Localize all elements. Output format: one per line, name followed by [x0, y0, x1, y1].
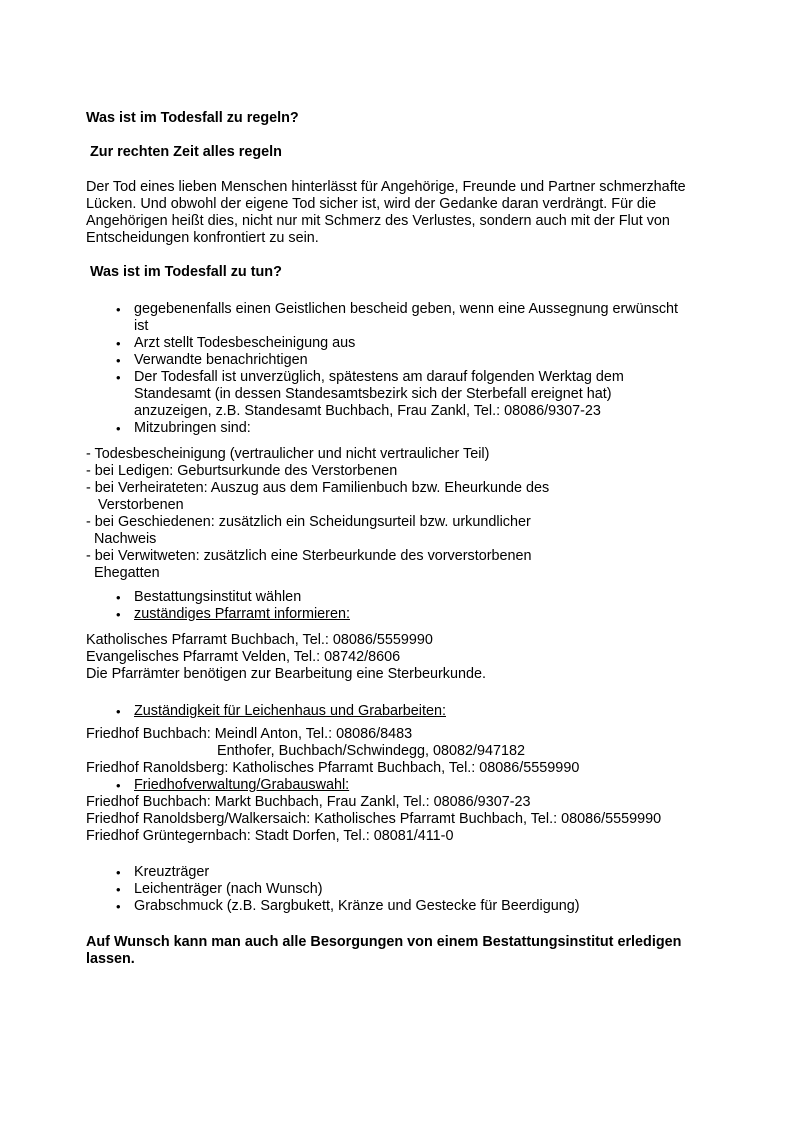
- subtitle: Zur rechten Zeit alles regeln: [90, 144, 282, 160]
- list-item: Arzt stellt Todesbescheinigung aus: [134, 335, 356, 351]
- list-item: gegebenenfalls einen Geistlichen bescheid geben, wenn eine Aussegnung erwünscht: [134, 301, 679, 317]
- bullet-icon: •: [116, 704, 121, 719]
- document-item: - bei Verheirateten: Auszug aus dem Familienbuch bzw. Eheurkunde des: [86, 480, 550, 496]
- list-item: Grabschmuck (z.B. Sargbukett, Kränze und Gestecke für Beerdigung): [134, 898, 580, 914]
- bullet-icon: •: [116, 302, 121, 317]
- list-item: Mitzubringen sind:: [134, 420, 251, 436]
- bullet-icon: •: [116, 899, 121, 914]
- list-item-continuation: ist: [134, 318, 149, 334]
- list-item-continuation: Standesamt (in dessen Standesamtsbezirk sich der Sterbefall ereignet hat): [134, 386, 612, 402]
- list-item-continuation: anzuzeigen, z.B. Standesamt Buchbach, Frau Zankl, Tel.: 08086/9307-23: [134, 403, 601, 419]
- contact-line: Friedhof Ranoldsberg: Katholisches Pfarramt Buchbach, Tel.: 08086/5559990: [86, 760, 580, 776]
- list-item: Kreuzträger: [134, 864, 210, 880]
- friedhof-heading: Friedhofverwaltung/Grabauswahl:: [134, 777, 350, 793]
- intro-line: Der Tod eines lieben Menschen hinterlässt für Angehörige, Freunde und Partner schmerzhafte: [86, 179, 686, 195]
- bullet-icon: •: [116, 590, 121, 605]
- closing-line: Auf Wunsch kann man auch alle Besorgungen von einem Bestattungsinstitut erledigen: [86, 934, 682, 950]
- bullet-icon: •: [116, 421, 121, 436]
- document-item: - bei Verwitweten: zusätzlich eine Sterbeurkunde des vorverstorbenen: [86, 548, 532, 564]
- bullet-icon: •: [116, 370, 121, 385]
- contact-line: Enthofer, Buchbach/Schwindegg, 08082/947182: [217, 743, 526, 759]
- contact-line: Friedhof Grüntegernbach: Stadt Dorfen, Tel.: 08081/411-0: [86, 828, 454, 844]
- document-item: Nachweis: [86, 531, 157, 547]
- bullet-icon: •: [116, 865, 121, 880]
- contact-line: Friedhof Buchbach: Markt Buchbach, Frau Zankl, Tel.: 08086/9307-23: [86, 794, 531, 810]
- intro-line: Lücken. Und obwohl der eigene Tod sicher ist, wird der Gedanke daran verdrängt. Für die: [86, 196, 657, 212]
- contact-line: Katholisches Pfarramt Buchbach, Tel.: 08086/5559990: [86, 632, 433, 648]
- bullet-icon: •: [116, 353, 121, 368]
- closing-line: lassen.: [86, 951, 135, 967]
- page-title: Was ist im Todesfall zu regeln?: [86, 110, 299, 126]
- list-item: Leichenträger (nach Wunsch): [134, 881, 323, 897]
- document-item: - Todesbescheinigung (vertraulicher und nicht vertraulicher Teil): [86, 446, 490, 462]
- document-item: Verstorbenen: [86, 497, 184, 513]
- document-item: - bei Geschiedenen: zusätzlich ein Scheidungsurteil bzw. urkundlicher: [86, 514, 531, 530]
- bullet-icon: •: [116, 607, 121, 622]
- intro-line: Angehörigen heißt dies, nicht nur mit Schmerz des Verlustes, sondern auch mit der Flut von: [86, 213, 670, 229]
- document-item: Ehegatten: [86, 565, 160, 581]
- bullet-icon: •: [116, 336, 121, 351]
- list-item: Bestattungsinstitut wählen: [134, 589, 302, 605]
- intro-line: Entscheidungen konfrontiert zu sein.: [86, 230, 319, 246]
- leichenhaus-heading: Zuständigkeit für Leichenhaus und Grabarbeiten:: [134, 703, 446, 719]
- contact-line: Friedhof Ranoldsberg/Walkersaich: Katholisches Pfarramt Buchbach, Tel.: 08086/5559990: [86, 811, 662, 827]
- contact-line: Friedhof Buchbach: Meindl Anton, Tel.: 08086/8483: [86, 726, 413, 742]
- list-item: zuständiges Pfarramt informieren:: [134, 606, 350, 622]
- list-item: Der Todesfall ist unverzüglich, spätestens am darauf folgenden Werktag dem: [134, 369, 624, 385]
- list-item: Verwandte benachrichtigen: [134, 352, 308, 368]
- bullet-icon: •: [116, 882, 121, 897]
- contact-line: Die Pfarrämter benötigen zur Bearbeitung eine Sterbeurkunde.: [86, 666, 486, 682]
- document-item: - bei Ledigen: Geburtsurkunde des Verstorbenen: [86, 463, 398, 479]
- bullet-icon: •: [116, 778, 121, 793]
- section-heading-todo: Was ist im Todesfall zu tun?: [90, 264, 282, 280]
- contact-line: Evangelisches Pfarramt Velden, Tel.: 08742/8606: [86, 649, 401, 665]
